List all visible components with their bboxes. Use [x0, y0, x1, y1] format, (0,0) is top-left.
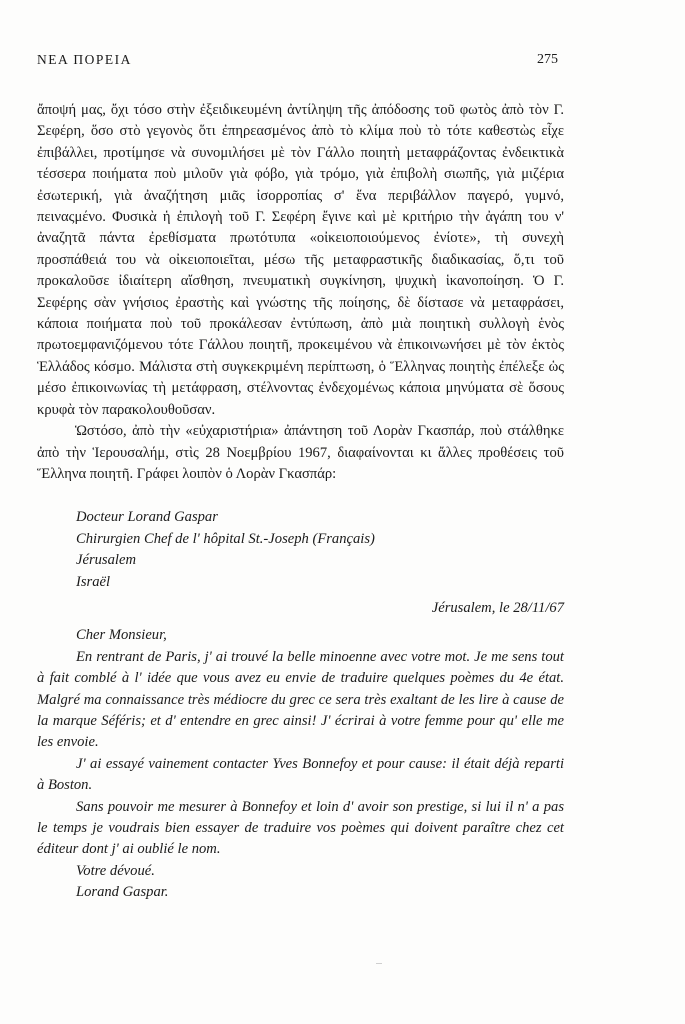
letter-paragraph: J' ai essayé vainement contacter Yves Bonnefoy et pour cause: il était déjà reparti à Boston.: [37, 755, 564, 794]
body-paragraph: ἄποψή μας, ὄχι τόσο στὴν ἐξειδικευμένη ἀντίληψη τῆς ἀπόδοσης τοῦ φωτὸς ἀπὸ τὸν Γ. Σεφέρη, ὅσο στὸ γεγονὸς ὅτι ἐπηρεασμένος ἀπὸ τὸ κλίμα ποὺ τὸ τότε καθεστὼς εἶχε ἐπιβάλλει, προτίμησε νὰ συνομιλήσει μὲ τὸν Γάλλο ποιητὴ μεταφράζοντας ἐνδεικτικὰ τέσσερα ποιήματα ποὺ μιλοῦν γιὰ φόβο, γιὰ τρόμο, γιὰ ἐπιβολὴ σιωπῆς, γιὰ μιζέρια ἐσωτερική, γιὰ ἀναζήτηση μιᾶς ἰσορροπίας σ' ἕνα περιβάλλον παγερό, γυμνό, πειναςμένο. Φυσικὰ ἡ ἐπιλογὴ τοῦ Γ. Σεφέρη ἔγινε καὶ μὲ κριτήριο τὴν ἀγάπη του ν' ἀναζητᾶ πάντα ἐρεθίσματα πρωτότυπα «οἰκειοποιούμενος ἐνίοτε», τὴ συνεχὴ προσπάθειά του νὰ οἰκειοποιεῖται, μέσω τῆς μεταφραστικῆς διαδικασίας, ὅ,τι τοῦ προκαλοῦσε ἰδιαίτερη αἴσθηση, πνευματικὴ συγκίνηση, ψυχικὴ ἱκανοποίηση. Ὁ Γ. Σεφέρης σὰν γνήσιος ἐραστὴς καὶ γνώστης τῆς ποίησης, δὲ δίστασε νὰ μεταφράσει, κάποια ποιήματα ποὺ τοῦ προκάλεσαν ἐντύπωση, ἀπὸ μιὰ ποιητικὴ συλλογὴ ἑνὸς πρωτοεμφανιζόμενου τότε Γάλλου ποιητῆ, προκειμένου νὰ ἐπικοινωνήσει μὲ τὸν ἐκτὸς Ἑλλάδος κόσμο. Μάλιστα στὴ συγκεκριμένη περίπτωση, ὁ Ἕλληνας ποιητὴς ἐπέλεξε ὡς μέσο ἐπικοινωνίας τὴ μετάφραση, στέλνοντας ἐνδεχομένως κάποια μηνύματα σὲ ὅσους κρυφὰ τὸν παρακολουθοῦσαν.: [37, 102, 564, 418]
letter-address-line: Jérusalem: [76, 552, 136, 569]
letter-date: Jérusalem, le 28/11/67: [431, 599, 564, 616]
letter-paragraph: En rentrant de Paris, j' ai trouvé la belle minoenne avec votre mot. Je me sens tout à fait comblé à l' idée que vous avez eu envie de traduire quelques poèmes du 4e état. Malgré ma connaissance très médiocre du grec ce sera très exaltant de les lire à cause de la marque Séféris; et d' entendre en grec ainsi! J' écrirai à votre femme pour qu' elle me les envoie.: [37, 648, 564, 751]
page-number: 275: [537, 52, 558, 67]
letter-closing: Votre dévoué.: [76, 862, 155, 879]
paper-speck: [376, 963, 382, 964]
body-paragraph: Ὡστόσο, ἀπὸ τὴν «εὐχαριστήρια» ἀπάντηση τοῦ Λορὰν Γκασπάρ, ποὺ στάλθηκε ἀπὸ τὴν Ἱερουσαλήμ, στὶς 28 Νοεμβρίου 1967, διαφαίνονται κι ἄλλες προθέσεις τοῦ Ἕλληνα ποιητῆ. Γράφει λοιπὸν ὁ Λορὰν Γκασπάρ:: [37, 423, 564, 482]
letter-paragraph: Sans pouvoir me mesurer à Bonnefoy et loin d' avoir son prestige, si lui il n' a pas le temps je voudrais bien essayer de traduire vos poèmes qui doivent paraître chez cet éditeur dont j' ai oublié le nom.: [37, 798, 564, 858]
letter-address-line: Chirurgien Chef de l' hôpital St.-Joseph (Français): [76, 530, 375, 547]
letter-address-line: Docteur Lorand Gaspar: [76, 509, 218, 526]
letter-salutation: Cher Monsieur,: [76, 627, 167, 644]
letter-signature: Lorand Gaspar.: [76, 884, 169, 901]
running-head: ΝΕΑ ΠΟΡΕΙΑ: [37, 52, 132, 67]
letter-address-line: Israël: [76, 573, 111, 590]
body-text: [37, 100, 564, 904]
quoted-letter: [37, 507, 564, 903]
